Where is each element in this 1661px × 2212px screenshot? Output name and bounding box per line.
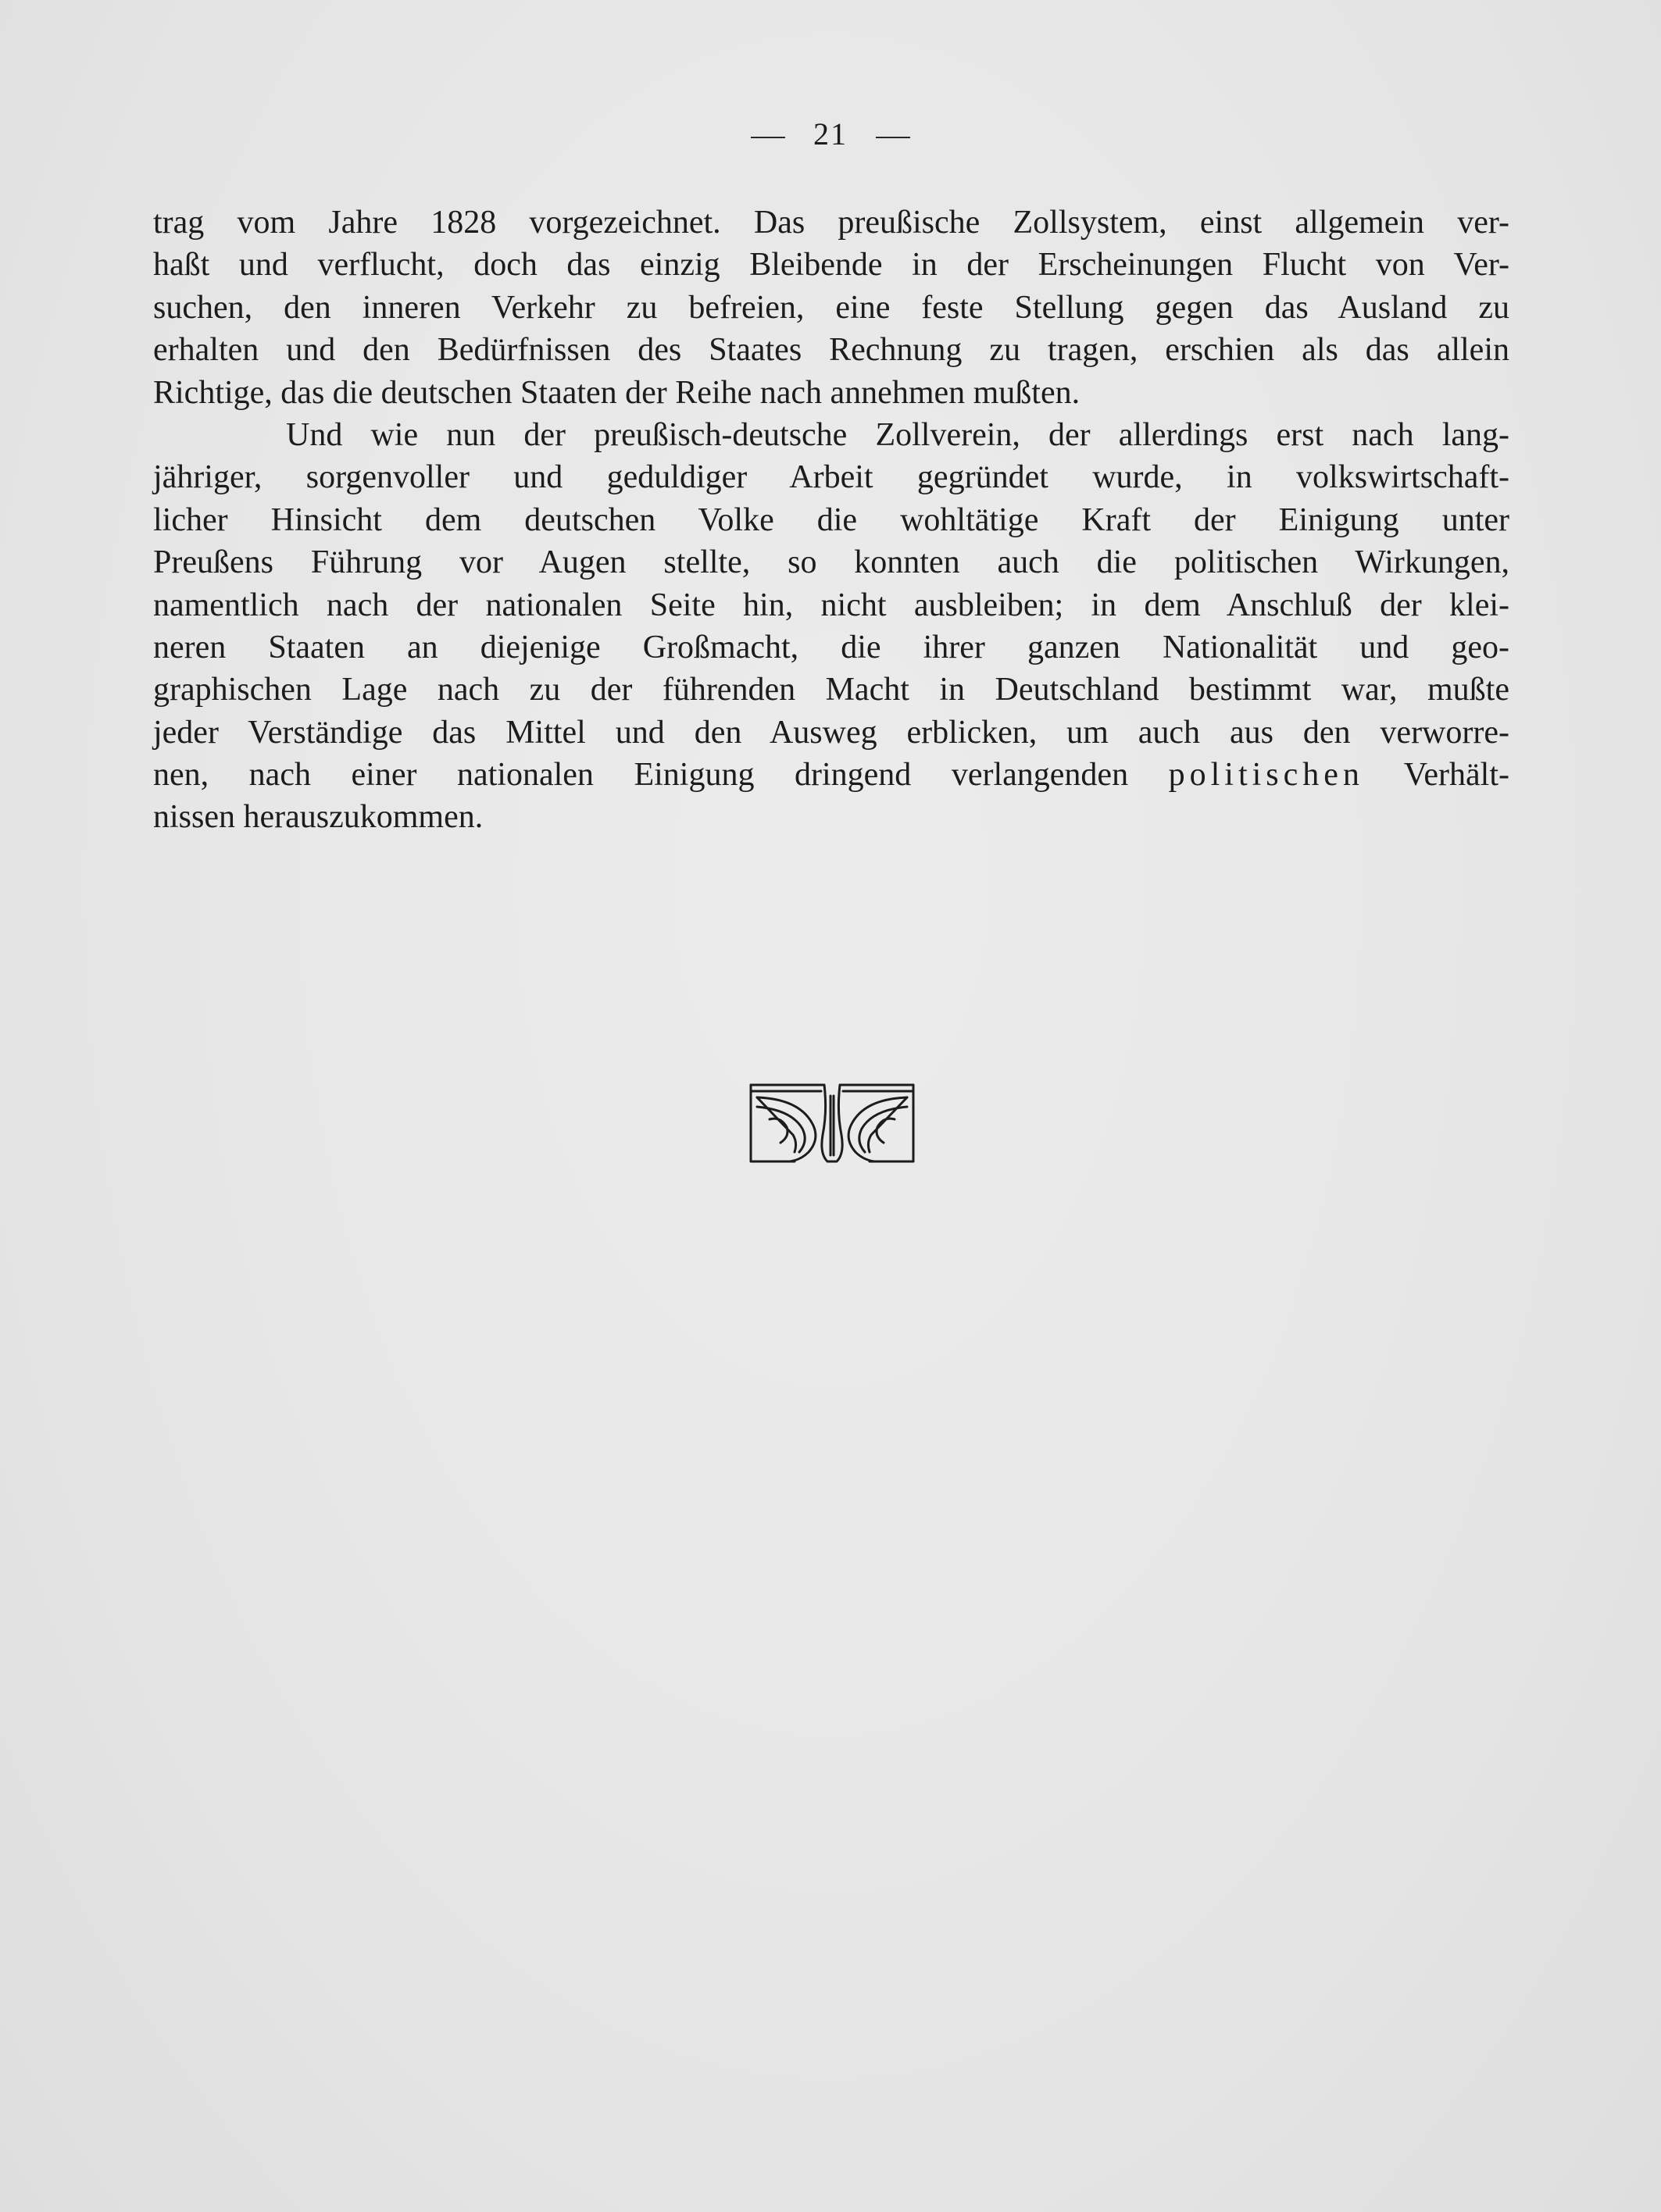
art-nouveau-ornament-icon	[746, 1080, 918, 1168]
dash-left	[751, 137, 785, 138]
paragraph-1	[153, 202, 1509, 414]
text-segment: Verhält-	[1403, 757, 1510, 794]
text-line: nissen herauszukommen.	[153, 799, 484, 836]
dash-right	[876, 137, 910, 138]
text-line: Und wie nun der preußisch-deutsche Zollverein, der allerdings erst nach lang-	[286, 416, 1509, 453]
text-line: Richtige, das die deutschen Staaten der Reihe nach annehmen mußten.	[153, 374, 1081, 411]
paragraph-2	[153, 414, 1509, 839]
body-text	[153, 202, 1509, 839]
page-number	[0, 116, 1661, 152]
emphasized-word: politischen	[1168, 757, 1364, 794]
text-line: suchen, den inneren Verkehr zu befreien, eine feste Stellung gegen das Ausland zu	[153, 289, 1509, 326]
page-number-value: 21	[813, 116, 848, 152]
text-line: graphischen Lage nach zu der führenden Macht in Deutschland bestimmt war, mußte	[153, 672, 1509, 708]
text-line: jeder Verständige das Mittel und den Ausweg erblicken, um auch aus den verworre-	[153, 714, 1509, 751]
text-line: namentlich nach der nationalen Seite hin, nicht ausbleiben; in dem Anschluß der klei-	[153, 587, 1509, 623]
text-line	[153, 754, 1509, 796]
text-line: trag vom Jahre 1828 vorgezeichnet. Das preußische Zollsystem, einst allgemein ver-	[153, 205, 1509, 241]
text-line: haßt und verflucht, doch das einzig Bleibende in der Erscheinungen Flucht von Ver-	[153, 247, 1509, 284]
text-line: neren Staaten an diejenige Großmacht, die ihrer ganzen Nationalität und geo-	[153, 629, 1509, 665]
text-line: erhalten und den Bedürfnissen des Staates Rechnung zu tragen, erschien als das allein	[153, 332, 1509, 369]
text-segment: nen, nach einer nationalen Einigung dringend verlangenden	[153, 757, 1129, 794]
text-line: licher Hinsicht dem deutschen Volke die wohltätige Kraft der Einigung unter	[153, 501, 1509, 538]
text-line: jähriger, sorgenvoller und geduldiger Arbeit gegründet wurde, in volkswirtschaft-	[153, 459, 1509, 496]
text-line: Preußens Führung vor Augen stellte, so konnten auch die politischen Wirkungen,	[153, 544, 1509, 581]
